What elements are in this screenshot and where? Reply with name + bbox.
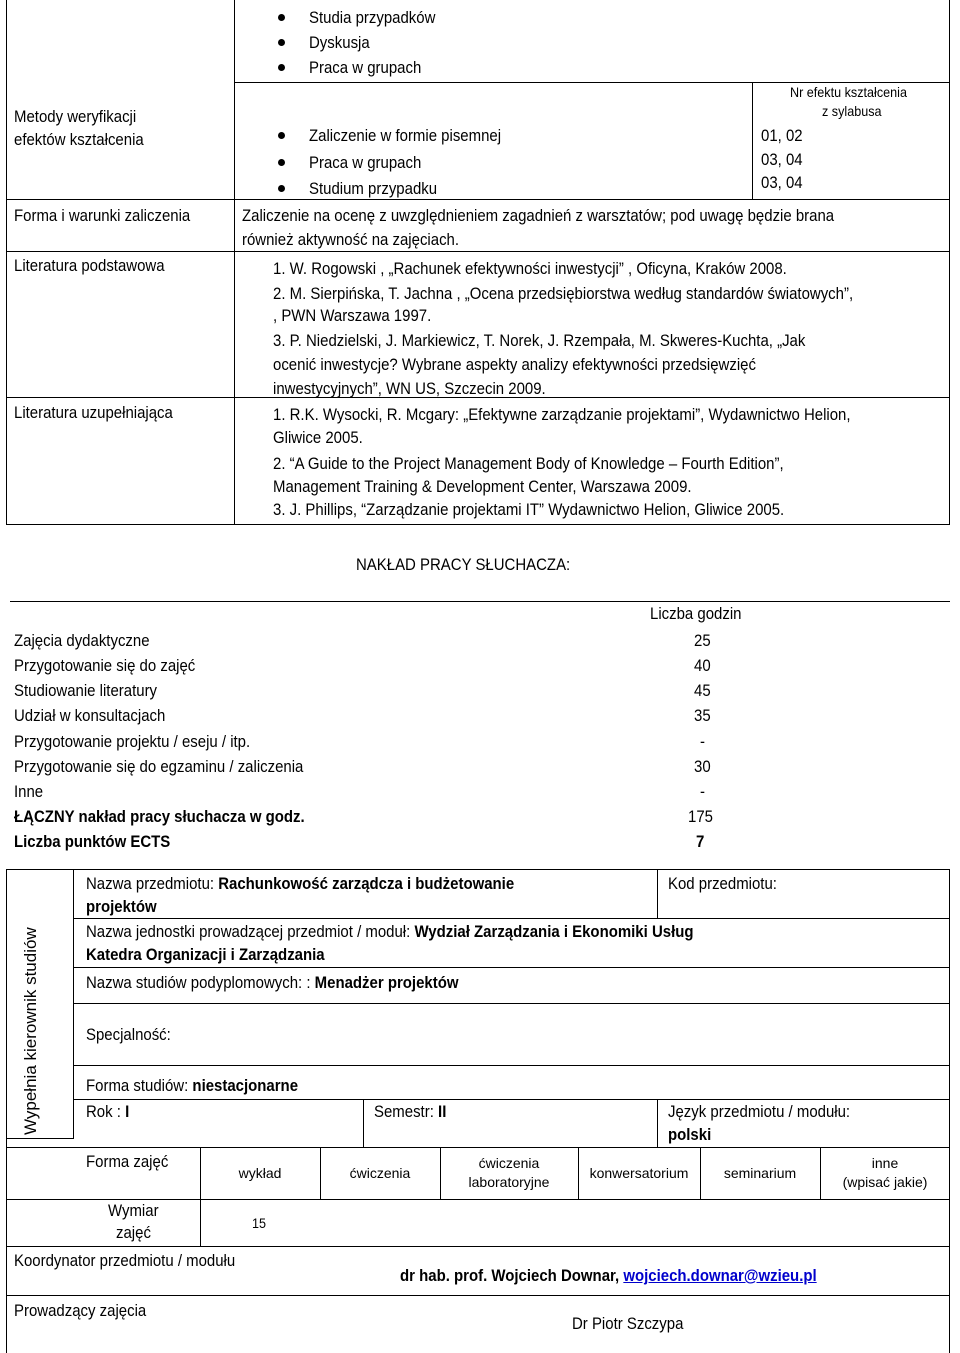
forma-warunki-text: również aktywność na zajęciach. <box>242 230 460 249</box>
workload-row-value: 30 <box>694 757 711 776</box>
instructor-name: Dr Piotr Szczypa <box>572 1314 684 1333</box>
literature-line: Gliwice 2005. <box>273 428 363 447</box>
instructor-label: Prowadzący zajęcia <box>14 1301 147 1320</box>
year-label: Rok : <box>86 1102 121 1121</box>
literature-line: 1. R.K. Wysocki, R. Mcgary: „Efektywne zarządzanie projektami”, Wydawnictwo Helion, <box>273 405 851 424</box>
forma-warunki-label: Forma i warunki zaliczenia <box>14 206 191 225</box>
ects-value: 7 <box>696 832 705 851</box>
unit-value: Wydział Zarządzania i Ekonomiki Usług <box>414 922 694 941</box>
literature-line: ocenić inwestycje? Wybrane aspekty analizy efektywności przedsięwzięć <box>273 355 756 374</box>
studies-value: Menadżer projektów <box>314 973 459 992</box>
semester-value: II <box>438 1102 447 1121</box>
semester-label: Semestr: <box>374 1102 434 1121</box>
effect-number-header: z sylabusa <box>822 103 882 119</box>
effect-number: 01, 02 <box>761 126 803 145</box>
verification-item: Studium przypadku <box>309 179 438 198</box>
hours-lecture-value: 15 <box>252 1215 267 1231</box>
coordinator-field <box>400 1266 817 1286</box>
workload-row-label: Inne <box>14 782 44 801</box>
workload-row-value: 35 <box>694 706 711 725</box>
workload-row-value: 40 <box>694 656 711 675</box>
effect-number-header: Nr efektu kształcenia <box>790 84 907 100</box>
workload-row-label: Przygotowanie się do egzaminu / zaliczenia <box>14 757 304 776</box>
subject-code-label: Kod przedmiotu: <box>668 874 777 893</box>
form-lecture: wykład <box>238 1165 282 1181</box>
literature-line: 1. W. Rogowski , „Rachunek efektywności inwestycji” , Oficyna, Kraków 2008. <box>273 259 787 278</box>
coordinator-label: Koordynator przedmiotu / modułu <box>14 1251 236 1270</box>
workload-row-label: Studiowanie literatury <box>14 681 158 700</box>
unit-label: Nazwa jednostki prowadzącej przedmiot / moduł: <box>86 922 411 941</box>
specialty-label: Specjalność: <box>86 1025 171 1044</box>
coordinator-name: dr hab. prof. Wojciech Downar, <box>400 1266 620 1285</box>
workload-title: NAKŁAD PRACY SŁUCHACZA: <box>356 555 571 574</box>
studies-label: Nazwa studiów podyplomowych: : <box>86 973 311 992</box>
form-other: (wpisać jakie) <box>842 1174 928 1190</box>
workload-row-value: - <box>700 732 705 751</box>
hours-column-header: Liczba godzin <box>650 604 742 623</box>
literatura-podstawowa-label: Literatura podstawowa <box>14 256 165 275</box>
workload-row-value: 45 <box>694 681 711 700</box>
literature-line: 2. “A Guide to the Project Management Body of Knowledge – Fourth Edition”, <box>273 454 784 473</box>
form-other: inne <box>871 1155 899 1171</box>
literature-line: 3. J. Phillips, “Zarządzanie projektami IT” Wydawnictwo Helion, Gliwice 2005. <box>273 500 785 519</box>
method-item: Dyskusja <box>309 33 370 52</box>
workload-row-label: Przygotowanie projektu / eseju / itp. <box>14 732 251 751</box>
literatura-uzupelniajaca-label: Literatura uzupełniająca <box>14 403 173 422</box>
workload-row-label: Udział w konsultacjach <box>14 706 166 725</box>
semester-field <box>374 1102 446 1122</box>
studies-field <box>86 973 458 993</box>
workload-row-label: Zajęcia dydaktyczne <box>14 631 150 650</box>
subject-name-value: Rachunkowość zarządcza i budżetowanie <box>218 874 515 893</box>
subject-name-field <box>86 874 514 894</box>
coordinator-email-link[interactable]: wojciech.downar@wzieu.pl <box>623 1266 817 1285</box>
study-form-field <box>86 1076 298 1096</box>
form-exercises: ćwiczenia <box>349 1165 411 1181</box>
effect-number: 03, 04 <box>761 150 803 169</box>
subject-name-value: projektów <box>86 897 157 916</box>
forma-warunki-text: Zaliczenie na ocenę z uwzględnieniem zagadnień z warsztatów; pod uwagę będzie brana <box>242 206 835 225</box>
verification-item: Zaliczenie w formie pisemnej <box>309 126 502 145</box>
hours-label: Wymiar <box>108 1201 159 1220</box>
form-lab: ćwiczenia <box>478 1155 540 1171</box>
literature-line: Management Training & Development Center, Warszawa 2009. <box>273 477 692 496</box>
study-form-value: niestacjonarne <box>192 1076 299 1095</box>
verification-item: Praca w grupach <box>309 153 422 172</box>
verification-label: efektów kształcenia <box>14 130 144 149</box>
form-conversatory: konwersatorium <box>589 1165 689 1181</box>
language-label: Język przedmiotu / modułu: <box>668 1102 851 1121</box>
hours-label: zajęć <box>116 1223 151 1242</box>
unit-field <box>86 922 694 942</box>
language-value: polski <box>668 1125 712 1144</box>
workload-row-value: 25 <box>694 631 711 650</box>
unit-value: Katedra Organizacji i Zarządzania <box>86 945 325 964</box>
literature-line: inwestycyjnych”, WN US, Szczecin 2009. <box>273 379 546 398</box>
effect-number: 03, 04 <box>761 173 803 192</box>
side-label: Wypełnia kierownik studiów <box>21 927 40 1135</box>
ects-label: Liczba punktów ECTS <box>14 832 171 851</box>
method-item: Praca w grupach <box>309 58 422 77</box>
method-item: Studia przypadków <box>309 8 436 27</box>
form-lab: laboratoryjne <box>468 1174 550 1190</box>
study-form-label: Forma studiów: <box>86 1076 189 1095</box>
year-value: I <box>125 1102 130 1121</box>
workload-row-label: Przygotowanie się do zajęć <box>14 656 196 675</box>
literature-line: 2. M. Sierpińska, T. Jachna , „Ocena przedsiębiorstwa według standardów światowych”, <box>273 284 854 303</box>
workload-row-value: - <box>700 782 705 801</box>
total-workload-label: ŁĄCZNY nakład pracy słuchacza w godz. <box>14 807 305 826</box>
class-form-label: Forma zajęć <box>86 1152 169 1171</box>
year-field <box>86 1102 129 1122</box>
form-seminar: seminarium <box>723 1165 797 1181</box>
subject-name-label: Nazwa przedmiotu: <box>86 874 215 893</box>
total-workload-value: 175 <box>688 807 713 826</box>
literature-line: 3. P. Niedzielski, J. Markiewicz, T. Norek, J. Rzempała, M. Skweres-Kuchta, „Jak <box>273 331 806 350</box>
literature-line: , PWN Warszawa 1997. <box>273 306 432 325</box>
verification-label: Metody weryfikacji <box>14 107 137 126</box>
